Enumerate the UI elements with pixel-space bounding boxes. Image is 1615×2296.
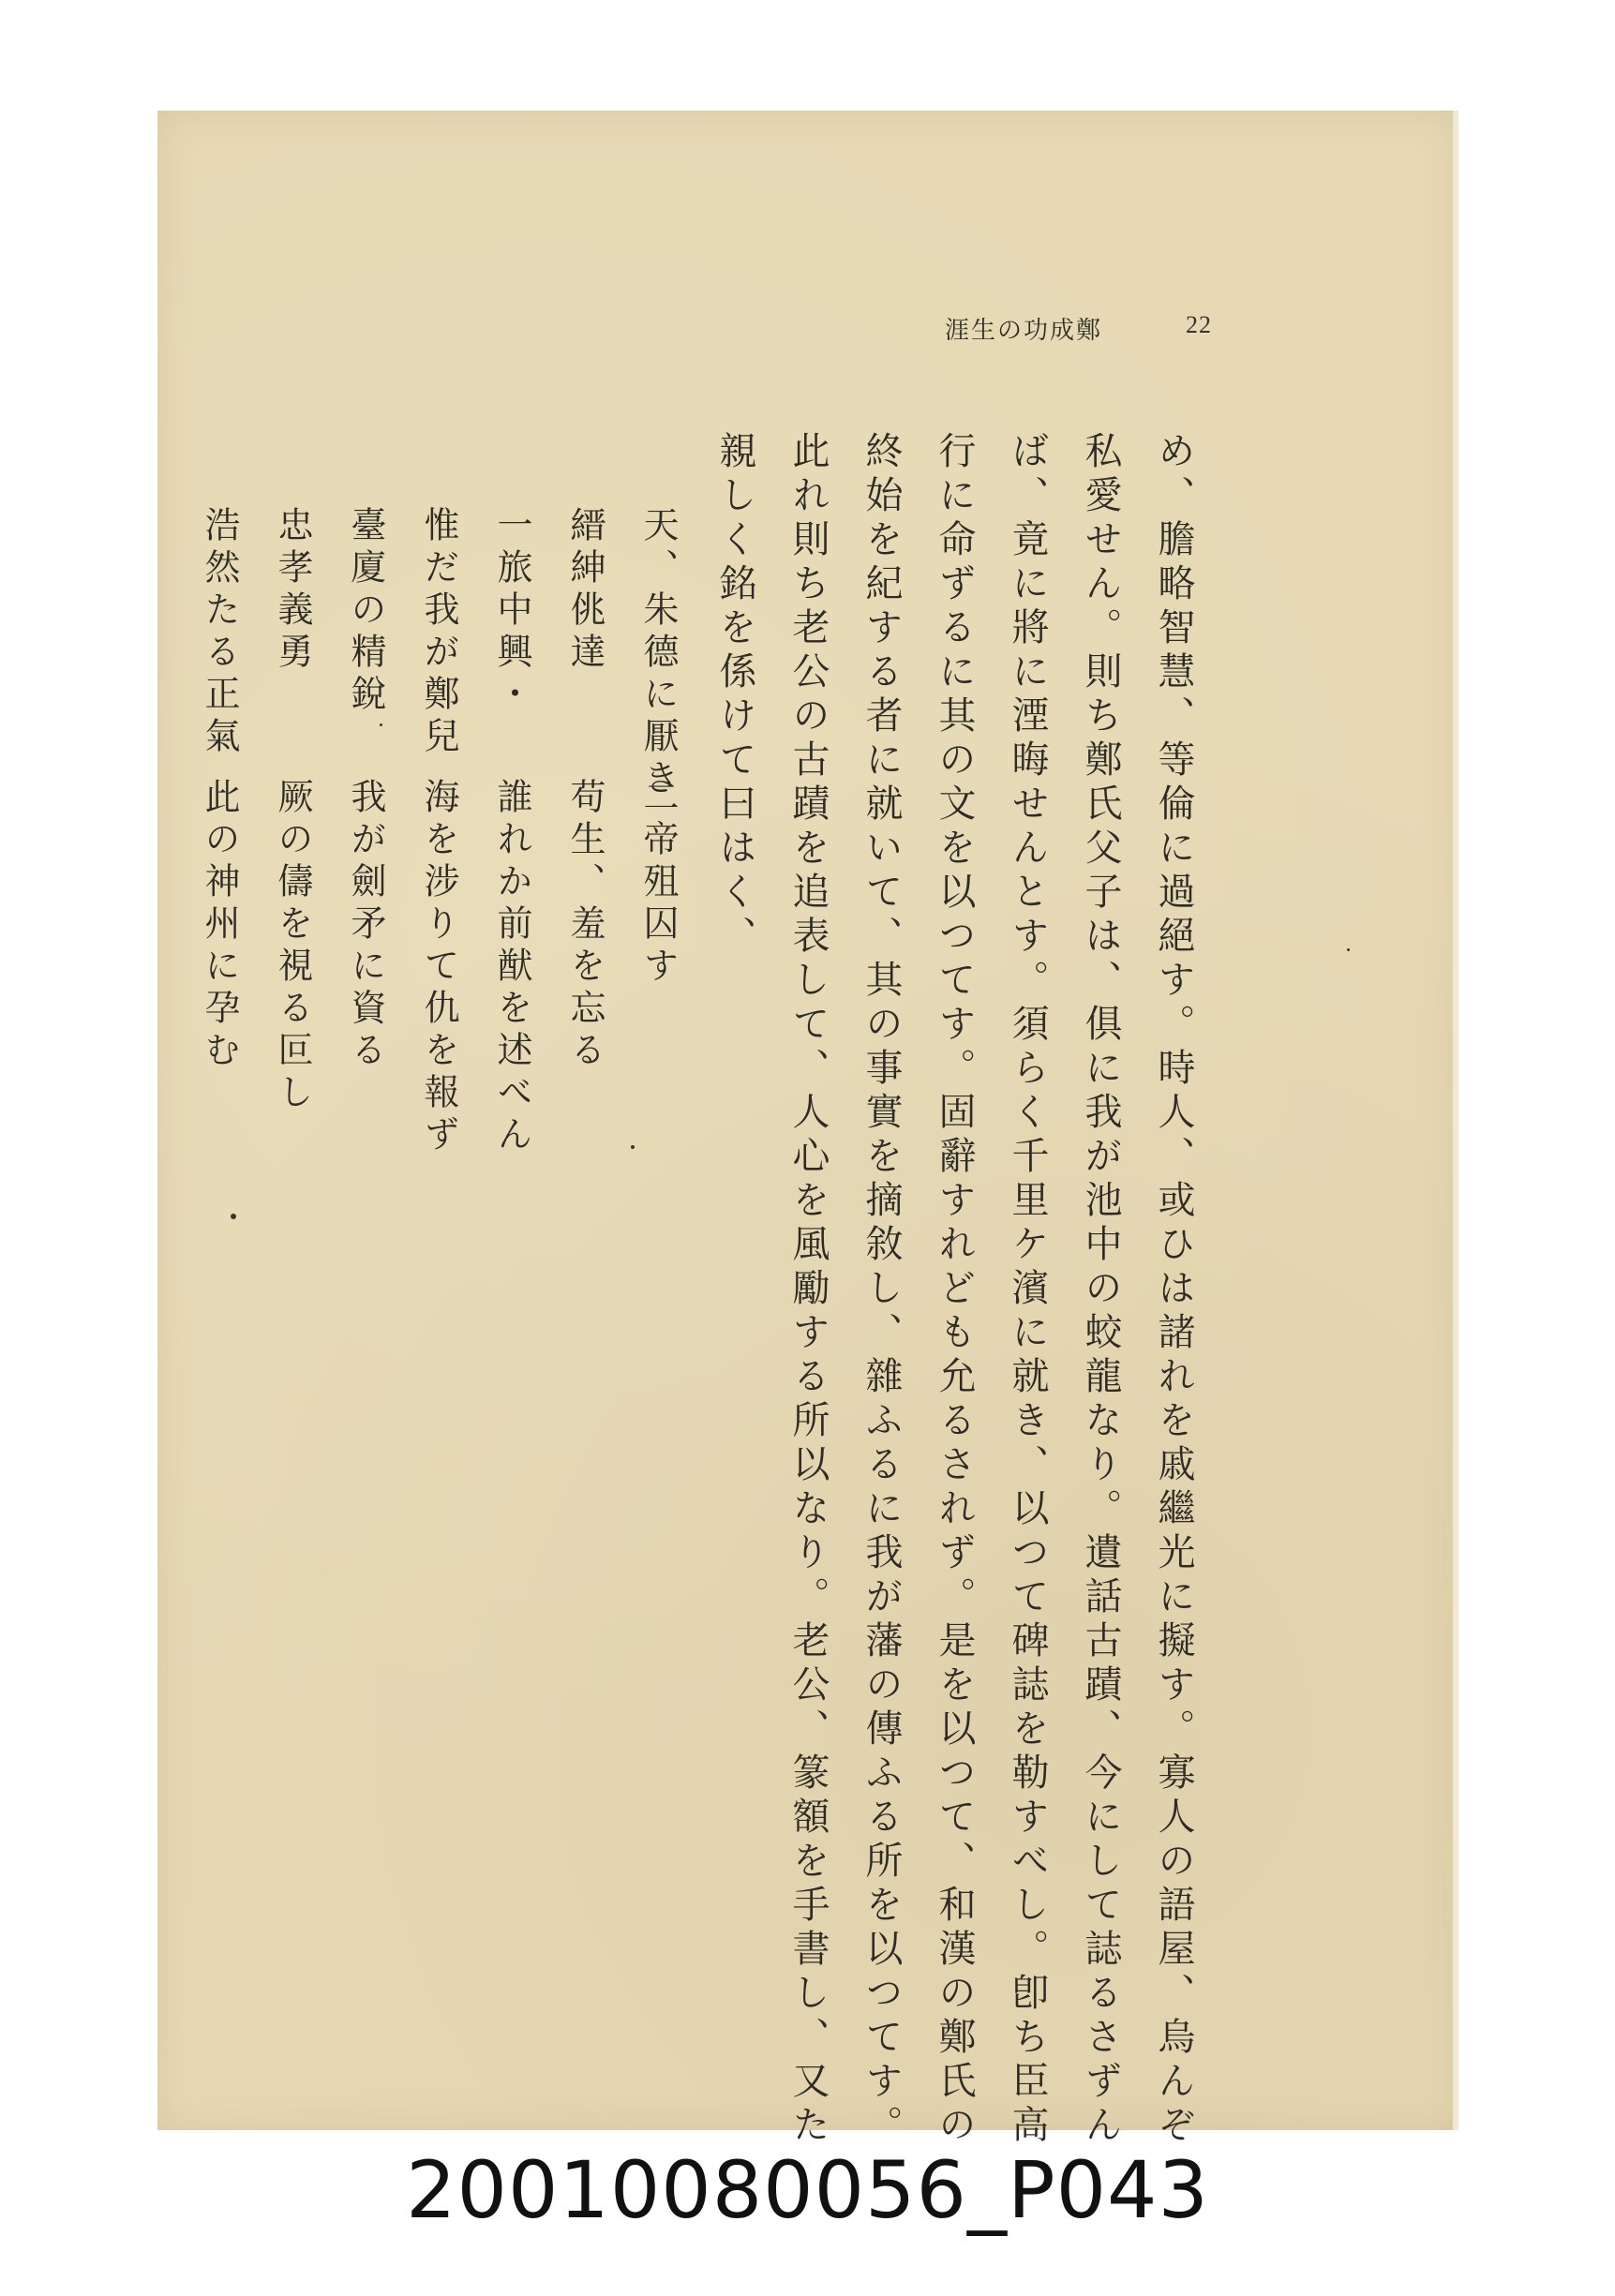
verse-lower: 厥の儔を視る叵し xyxy=(272,778,313,1115)
verse-upper: 惟だ我が鄭兒 xyxy=(418,506,459,759)
body-line: 終始を紀する者に就いて、其の事實を摘敘し、雜ふるに我が藩の傳ふる所を以つてす。 xyxy=(860,431,903,2149)
verse-upper: 臺廈の精銳 xyxy=(345,506,386,717)
verse-lower: 二帝殂囚す xyxy=(637,778,679,989)
paper-speck xyxy=(631,1145,635,1149)
archive-id-label: 20010080056_P043 xyxy=(406,2144,1209,2236)
verse-lower: 苟生、羞を忘る xyxy=(564,778,606,1073)
verse-lower: 誰れか前猷を述べん xyxy=(491,778,532,1157)
page-number: 22 xyxy=(1186,311,1212,338)
verse-upper: 天、朱德に厭き xyxy=(637,506,679,801)
body-line: め、膽略智慧、等倫に過絕す。時人、或ひは諸れを戚繼光に擬す。寡人の語屋、烏んぞ xyxy=(1152,431,1195,2149)
verse-lower: 此の神州に孕む xyxy=(199,778,240,1073)
body-line: 私愛せん。則ち鄭氏父子は、俱に我が池中の蛟龍なり。遺話古蹟、今にして誌るさずん xyxy=(1079,431,1122,2149)
verse-upper: 浩然たる正氣 xyxy=(199,506,240,759)
body-line: 親しく銘を係けて曰はく、 xyxy=(713,431,756,960)
verse-upper: 忠孝義勇 xyxy=(272,506,313,675)
verse-upper: 一旅中興・ xyxy=(491,506,532,717)
running-header-title: 鄭成功の生涯 xyxy=(945,317,1103,345)
paper-speck xyxy=(231,1214,236,1219)
body-line: ば、竟に將に湮晦せんとす。須らく千里ケ濱に就き、以つて碑誌を勒すべし。卽ち臣高 xyxy=(1006,431,1049,2149)
verse-lower: 我が劍矛に資る xyxy=(345,778,386,1073)
body-line: 此れ則ち老公の古蹟を追表して、人心を風勵する所以なり。老公、篆額を手書し、又た xyxy=(786,431,830,2149)
verse-lower: 海を涉りて仇を報ず xyxy=(418,778,459,1157)
paper-speck xyxy=(380,723,382,726)
verse-upper: 縉紳佻達 xyxy=(564,506,606,675)
paper-speck xyxy=(1347,948,1350,951)
body-line: 行に命ずるに其の文を以つてす。固辭すれども允るされず。是を以つて、和漢の鄭氏の xyxy=(933,431,976,2149)
